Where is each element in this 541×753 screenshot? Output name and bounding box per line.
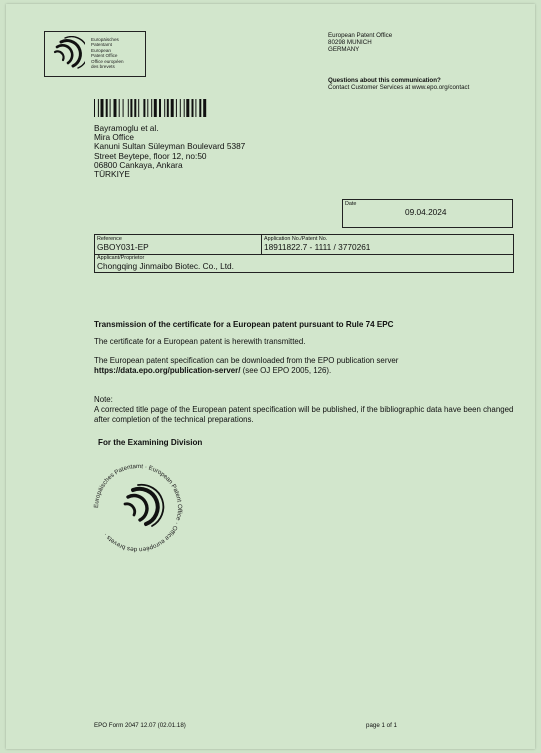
epo-logo-box: [44, 31, 146, 77]
column-divider: [261, 235, 262, 254]
barcode-bar: [180, 99, 181, 117]
barcode-bar: [94, 99, 95, 117]
epo-seal-stamp: [86, 456, 190, 560]
barcode-bar: [101, 99, 104, 117]
reference-value: GBOY031-EP: [97, 242, 149, 252]
recipient-address: [94, 124, 245, 179]
barcode-bar: [128, 99, 129, 117]
seal-ring-text: Europäisches Patentamt · European Patent Office · Office européen des brevets ·: [92, 462, 184, 554]
note-block: [94, 395, 514, 425]
address-line: Kanuni Sultan Süleyman Boulevard 5387: [94, 141, 246, 152]
address-line: 06800 Cankaya, Ankara: [94, 159, 183, 170]
logo-line: Office européen: [91, 58, 124, 64]
office-line: 80298 MUNICH: [328, 39, 372, 46]
barcode-bar: [106, 99, 108, 117]
reference-label: Reference: [97, 236, 122, 242]
examining-division: For the Examining Division: [98, 438, 203, 447]
barcode-bar: [164, 99, 165, 117]
office-line: GERMANY: [328, 46, 360, 53]
barcode-bar: [184, 99, 185, 117]
address-line: Mira Office: [94, 132, 134, 143]
address-line: TÜRKIYE: [94, 169, 130, 180]
barcode-bar: [143, 99, 145, 117]
logo-line: Patent Office: [91, 53, 118, 59]
applicant-label: Applicant/Proprietor: [97, 255, 145, 261]
barcode-image: [94, 99, 238, 117]
barcode-bar: [110, 99, 111, 117]
paragraph-certificate: The certificate for a European patent is herewith transmitted.: [94, 337, 306, 346]
seal-logo-icon: [125, 485, 163, 526]
date-box: [342, 199, 513, 228]
form-number: EPO Form 2047 12.07 (02.01.18): [94, 722, 186, 729]
applicant-value: Chongqing Jinmaibo Biotec. Co., Ltd.: [97, 261, 234, 271]
address-line: Bayramoglu et al.: [94, 123, 159, 133]
download-reference: (see OJ EPO 2005, 126).: [240, 366, 332, 375]
questions-block: [328, 77, 469, 91]
barcode-bar: [138, 99, 139, 117]
application-value: 18911822.7 - 1111 / 3770261: [264, 242, 371, 252]
barcode-bar: [123, 99, 124, 117]
barcode-bar: [203, 99, 206, 117]
download-text: The European patent specification can be downloaded from the EPO publication server: [94, 356, 399, 365]
barcode-bar: [147, 99, 148, 117]
barcode-bar: [134, 99, 136, 117]
questions-title: Questions about this communication?: [328, 77, 441, 84]
barcode-bar: [167, 99, 169, 117]
note-text: A corrected title page of the European patent specification will be published, if the bibliographic data have been changed after completion of the technical preparations.: [94, 405, 514, 424]
logo-line: des brevets: [91, 64, 115, 70]
barcode-bar: [151, 99, 152, 117]
page-indicator: page 1 of 1: [366, 722, 397, 729]
epo-logo-icon: [51, 36, 85, 72]
barcode-bar: [119, 99, 120, 117]
reference-table: [94, 234, 514, 273]
paragraph-download: [94, 356, 514, 376]
date-value: 09.04.2024: [405, 207, 447, 217]
barcode-bar: [192, 99, 194, 117]
barcode-bar: [159, 99, 161, 117]
document-page: [6, 4, 535, 749]
office-line: European Patent Office: [328, 32, 393, 39]
office-address: [328, 32, 392, 53]
note-label: Note:: [94, 395, 113, 404]
date-label: Date: [345, 201, 357, 207]
application-label: Application No./Patent No.: [264, 236, 328, 242]
barcode-bar: [98, 99, 99, 117]
questions-contact: Contact Customer Services at www.epo.org/contact: [328, 84, 470, 91]
logo-line: European: [91, 47, 111, 53]
barcode-bar: [186, 99, 189, 117]
barcode-bar: [176, 99, 177, 117]
barcode-bar: [199, 99, 201, 117]
publication-server-link[interactable]: https://data.epo.org/publication-server/: [94, 366, 241, 375]
barcode-bar: [114, 99, 117, 117]
barcode-bar: [171, 99, 174, 117]
logo-text: [91, 37, 124, 69]
barcode-bar: [195, 99, 196, 117]
subject-heading: Transmission of the certificate for a European patent pursuant to Rule 74 EPC: [94, 320, 394, 329]
address-line: Street Beytepe, floor 12, no:50: [94, 150, 207, 161]
logo-line: Patentamt: [91, 42, 112, 48]
barcode-bar: [130, 99, 132, 117]
logo-line: Europäisches: [91, 37, 119, 42]
barcode-bar: [154, 99, 157, 117]
